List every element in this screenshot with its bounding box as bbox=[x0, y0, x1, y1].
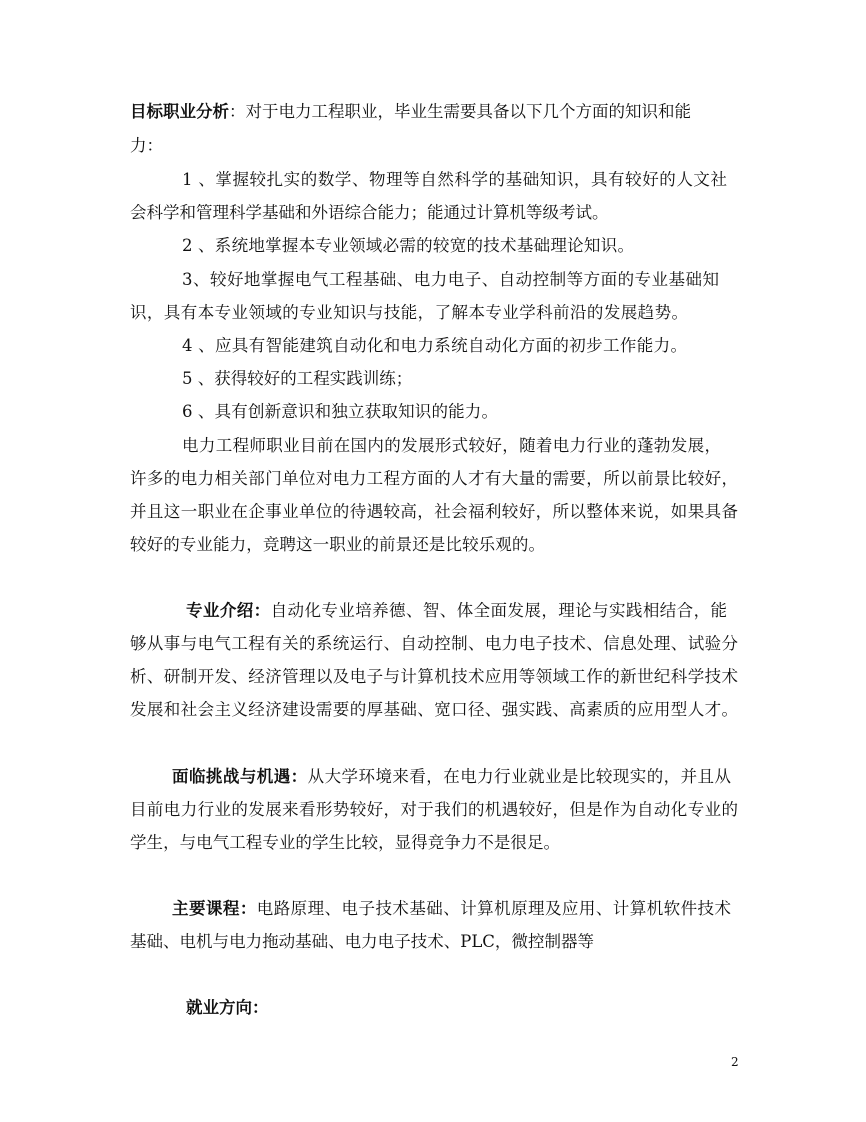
challenge-heading: 面临挑战与机遇： bbox=[172, 767, 308, 786]
requirement-3-line-1: 3、较好地掌握电气工程基础、电力电子、自动控制等方面的专业基础知 bbox=[182, 270, 719, 289]
courses-text-line-2: 基础、电机与电力拖动基础、电力电子技术、PLC，微控制器等 bbox=[130, 932, 594, 951]
requirement-1-line-2: 会科学和管理科学基础和外语综合能力；能通过计算机等级考试。 bbox=[130, 203, 609, 222]
requirement-5: 5 、获得较好的工程实践训练； bbox=[182, 369, 413, 388]
requirement-4: 4 、应具有智能建筑自动化和电力系统自动化方面的初步工作能力。 bbox=[182, 336, 687, 355]
goal-heading: 目标职业分析 bbox=[130, 102, 229, 121]
courses-paragraph-line-1 bbox=[172, 899, 731, 919]
outlook-line-3: 并且这一职业在企事业单位的待遇较高，社会福利较好，所以整体来说，如果具备 bbox=[130, 502, 738, 521]
courses-text-line-1: 电路原理、电子技术基础、计算机原理及应用、计算机软件技术 bbox=[256, 899, 731, 918]
employment-heading: 就业方向： bbox=[186, 998, 269, 1017]
goal-heading-separator: ： bbox=[229, 102, 246, 121]
requirement-2: 2 、系统地掌握本专业领域必需的较宽的技术基础理论知识。 bbox=[182, 236, 634, 255]
page-number: 2 bbox=[731, 1055, 739, 1069]
challenge-text-line-3: 学生，与电气工程专业的学生比较，显得竞争力不是很足。 bbox=[130, 833, 560, 852]
challenge-paragraph-line-1 bbox=[172, 767, 731, 787]
requirement-6: 6 、具有创新意识和独立获取知识的能力。 bbox=[182, 402, 498, 421]
major-text-line-1: 自动化专业培养德、智、体全面发展，理论与实践相结合，能 bbox=[270, 601, 728, 620]
major-text-line-3: 析、研制开发、经济管理以及电子与计算机技术应用等领域工作的新世纪科学技术 bbox=[130, 667, 738, 686]
outlook-line-1: 电力工程师职业目前在国内的发展形式较好，随着电力行业的蓬勃发展， bbox=[182, 436, 721, 455]
outlook-line-4: 较好的专业能力，竞聘这一职业的前景还是比较乐观的。 bbox=[130, 535, 545, 554]
requirement-1-line-1: 1 、掌握较扎实的数学、物理等自然科学的基础知识，具有较好的人文社 bbox=[182, 170, 727, 189]
major-text-line-4: 发展和社会主义经济建设需要的厚基础、宽口径、强实践、高素质的应用型人才。 bbox=[130, 700, 738, 719]
outlook-line-2: 许多的电力相关部门单位对电力工程方面的人才有大量的需要，所以前景比较好， bbox=[130, 469, 738, 488]
major-text-line-2: 够从事与电气工程有关的系统运行、自动控制、电力电子技术、信息处理、试验分 bbox=[130, 634, 738, 653]
challenge-text-line-1: 从大学环境来看，在电力行业就业是比较现实的，并且从 bbox=[307, 767, 731, 786]
goal-text-line-2: 力： bbox=[130, 136, 163, 155]
challenge-text-line-2: 目前电力行业的发展来看形势较好，对于我们的机遇较好，但是作为自动化专业的 bbox=[130, 800, 738, 819]
courses-heading: 主要课程： bbox=[172, 899, 257, 918]
goal-paragraph-line-1 bbox=[130, 102, 691, 122]
goal-text-line-1: 对于电力工程职业，毕业生需要具备以下几个方面的知识和能 bbox=[245, 102, 691, 121]
major-paragraph-line-1 bbox=[186, 601, 727, 621]
major-heading: 专业介绍： bbox=[186, 601, 271, 620]
requirement-3-line-2: 识，具有本专业领域的专业知识与技能，了解本专业学科前沿的发展趋势。 bbox=[130, 303, 688, 322]
